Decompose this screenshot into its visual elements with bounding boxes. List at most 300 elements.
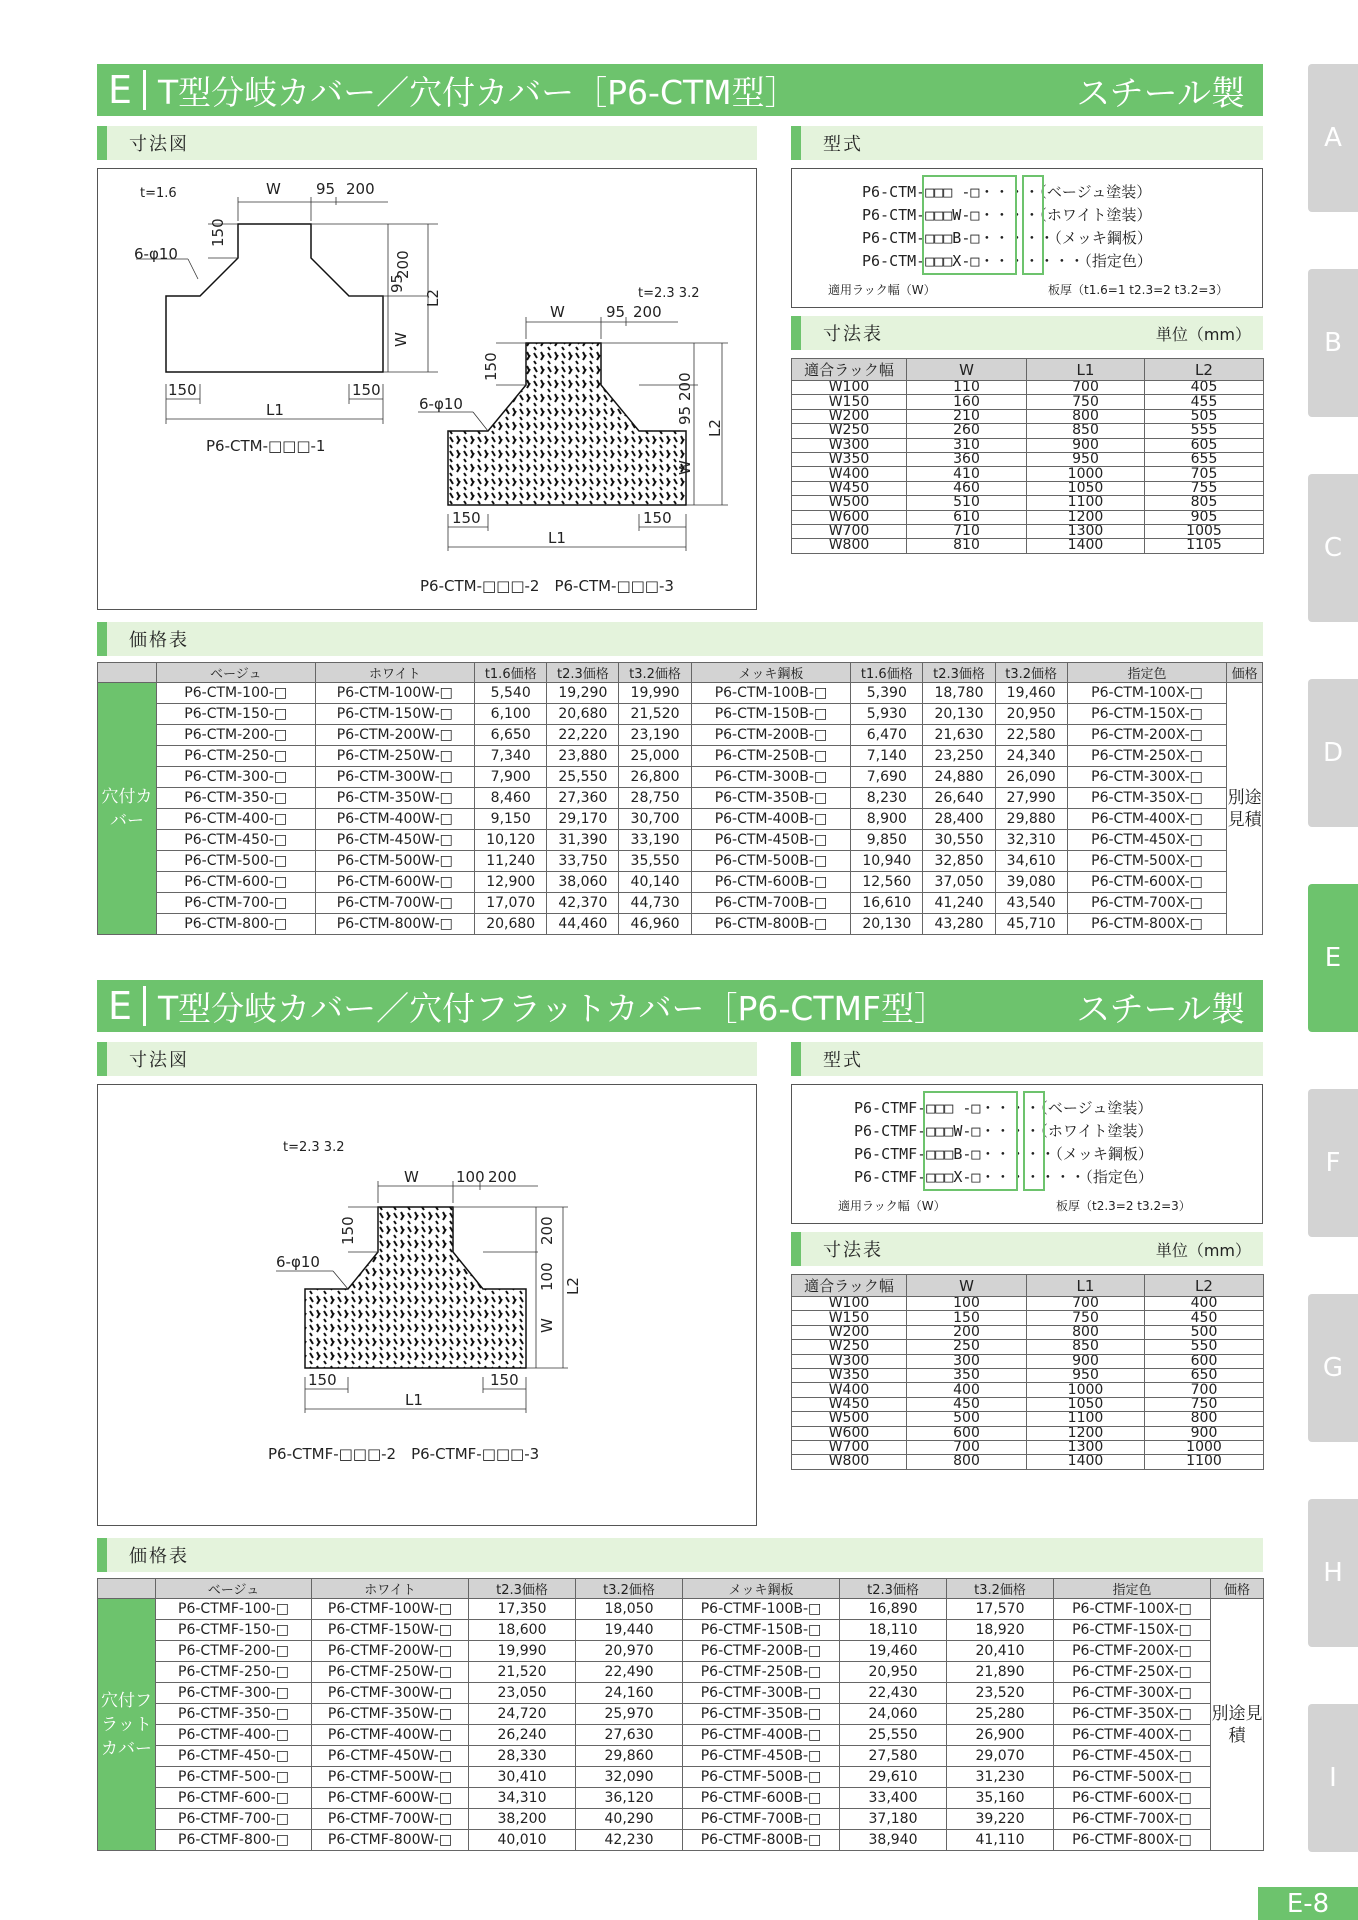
model-line: P6-CTM-□□□W-□・・・・（ホワイト塗装） bbox=[862, 206, 1152, 224]
table-cell: P6-CTM-500X-□ bbox=[1067, 851, 1227, 872]
dimension-diagram bbox=[97, 168, 757, 610]
table-cell: P6-CTMF-300W-□ bbox=[312, 1683, 469, 1704]
table-cell: 22,580 bbox=[995, 725, 1067, 746]
dim-w: W bbox=[538, 1318, 556, 1333]
table-cell: P6-CTM-200-□ bbox=[156, 725, 315, 746]
table-cell: 20,130 bbox=[923, 704, 995, 725]
table-cell: W600 bbox=[792, 1426, 907, 1440]
table-cell: 39,080 bbox=[995, 872, 1067, 893]
model-line: P6-CTMF-□□□B-□・・・・・（メッキ鋼板） bbox=[854, 1145, 1153, 1163]
table-cell: P6-CTM-300X-□ bbox=[1067, 767, 1227, 788]
dim-95: 95 bbox=[606, 303, 626, 321]
subheader-diagram bbox=[97, 126, 757, 160]
table-cell: 38,940 bbox=[840, 1830, 947, 1851]
column-header: L1 bbox=[1027, 1275, 1145, 1297]
table-cell: W100 bbox=[792, 381, 907, 395]
table-cell: 21,890 bbox=[947, 1662, 1054, 1683]
table-cell: 905 bbox=[1145, 510, 1264, 524]
table-cell: 400 bbox=[1145, 1297, 1264, 1311]
table-cell: 24,880 bbox=[923, 767, 995, 788]
tab-i[interactable]: I bbox=[1308, 1704, 1358, 1852]
table-cell: 44,460 bbox=[547, 914, 619, 935]
tab-g[interactable]: G bbox=[1308, 1294, 1358, 1442]
column-header: 適合ラック幅 bbox=[792, 359, 907, 381]
dim-100: 100 bbox=[538, 1262, 556, 1291]
unit-label: 単位（mm） bbox=[1155, 324, 1251, 344]
table-cell: 200 bbox=[907, 1325, 1027, 1339]
table-row bbox=[792, 524, 1264, 538]
model-note-rack: 適用ラック幅（W） bbox=[838, 1199, 946, 1213]
tab-c[interactable]: C bbox=[1308, 474, 1358, 622]
dim-200: 200 bbox=[488, 1168, 517, 1186]
table-cell: P6-CTMF-800X-□ bbox=[1054, 1830, 1211, 1851]
dim-95: 95 bbox=[316, 180, 336, 198]
table-cell: P6-CTMF-800B-□ bbox=[683, 1830, 840, 1851]
dim-150: 150 bbox=[482, 352, 500, 381]
table-cell: P6-CTM-200X-□ bbox=[1067, 725, 1227, 746]
table-cell: 31,230 bbox=[947, 1767, 1054, 1788]
dim-200: 200 bbox=[394, 250, 412, 279]
thickness-label: t=2.3 3.2 bbox=[638, 286, 700, 301]
tab-e[interactable]: E bbox=[1308, 884, 1358, 1032]
table-cell: 900 bbox=[1027, 438, 1145, 452]
table-cell: 8,460 bbox=[475, 788, 547, 809]
table-cell: 23,190 bbox=[619, 725, 691, 746]
dim-150: 150 bbox=[352, 381, 381, 399]
table-cell: 150 bbox=[907, 1311, 1027, 1325]
table-cell: 6,650 bbox=[475, 725, 547, 746]
section-ctm bbox=[97, 64, 1263, 944]
table-cell: P6-CTM-450X-□ bbox=[1067, 830, 1227, 851]
table-row bbox=[792, 467, 1264, 481]
thickness-label: t=2.3 3.2 bbox=[283, 1140, 345, 1155]
table-cell: W400 bbox=[792, 467, 907, 481]
table-row bbox=[792, 1311, 1264, 1325]
table-cell: 260 bbox=[907, 424, 1027, 438]
dim-150: 150 bbox=[490, 1371, 519, 1389]
table-cell: P6-CTMF-250-□ bbox=[156, 1662, 312, 1683]
table-cell: P6-CTMF-100X-□ bbox=[1054, 1599, 1211, 1620]
table-row bbox=[98, 746, 1263, 767]
table-row bbox=[792, 1397, 1264, 1411]
table-cell: P6-CTMF-500W-□ bbox=[312, 1767, 469, 1788]
table-row bbox=[98, 1620, 1264, 1641]
subheader-diagram bbox=[97, 1042, 757, 1076]
table-cell: 9,850 bbox=[851, 830, 923, 851]
table-row bbox=[792, 1440, 1264, 1454]
table-cell: 20,130 bbox=[851, 914, 923, 935]
tab-f[interactable]: F bbox=[1308, 1089, 1358, 1237]
table-cell: 18,110 bbox=[840, 1620, 947, 1641]
table-cell: 810 bbox=[907, 539, 1027, 553]
table-cell: P6-CTM-800-□ bbox=[156, 914, 315, 935]
model-note-rack: 適用ラック幅（W） bbox=[828, 283, 936, 297]
table-cell: P6-CTM-100X-□ bbox=[1067, 683, 1227, 704]
table-cell: 28,750 bbox=[619, 788, 691, 809]
table-cell: P6-CTMF-700B-□ bbox=[683, 1809, 840, 1830]
table-cell: 20,950 bbox=[995, 704, 1067, 725]
table-cell: P6-CTMF-500-□ bbox=[156, 1767, 312, 1788]
table-cell: 41,240 bbox=[923, 893, 995, 914]
table-cell: P6-CTMF-150-□ bbox=[156, 1620, 312, 1641]
dim-150: 150 bbox=[452, 509, 481, 527]
table-cell: P6-CTMF-350-□ bbox=[156, 1704, 312, 1725]
section-title: T型分岐カバー／穴付フラットカバー［P6-CTMF型］ bbox=[158, 988, 947, 1028]
table-cell: 32,090 bbox=[576, 1767, 683, 1788]
table-row bbox=[98, 683, 1263, 704]
column-header: W bbox=[907, 359, 1027, 381]
table-cell: 5,540 bbox=[475, 683, 547, 704]
table-cell: P6-CTMF-600B-□ bbox=[683, 1788, 840, 1809]
unit-label: 単位（mm） bbox=[1155, 1240, 1251, 1260]
column-header: t1.6価格 bbox=[475, 663, 547, 683]
model-code-box bbox=[791, 168, 1263, 308]
dim-150: 150 bbox=[308, 1371, 337, 1389]
table-cell: 21,520 bbox=[619, 704, 691, 725]
thickness-bracket bbox=[1022, 175, 1044, 275]
column-header: 指定色 bbox=[1054, 1579, 1211, 1599]
subheader-title: 型式 bbox=[823, 1050, 863, 1071]
table-cell: 950 bbox=[1027, 452, 1145, 466]
table-cell: 700 bbox=[1027, 1297, 1145, 1311]
table-cell: 6,470 bbox=[851, 725, 923, 746]
table-row bbox=[98, 1725, 1264, 1746]
column-header: t3.2価格 bbox=[947, 1579, 1054, 1599]
column-header: 価格 bbox=[1211, 1579, 1264, 1599]
table-cell: P6-CTM-100-□ bbox=[156, 683, 315, 704]
table-cell: P6-CTMF-350B-□ bbox=[683, 1704, 840, 1725]
table-cell: 43,540 bbox=[995, 893, 1067, 914]
table-cell: 23,880 bbox=[547, 746, 619, 767]
table-cell: 800 bbox=[1027, 409, 1145, 423]
dim-w: W bbox=[550, 303, 565, 321]
figure-caption: P6-CTMF-□□□-2 P6-CTMF-□□□-3 bbox=[268, 1445, 540, 1463]
table-cell: 26,240 bbox=[469, 1725, 576, 1746]
table-cell: 22,220 bbox=[547, 725, 619, 746]
table-cell: 300 bbox=[907, 1354, 1027, 1368]
section-letter: E bbox=[107, 68, 132, 112]
column-header: t2.3価格 bbox=[469, 1579, 576, 1599]
table-cell: P6-CTM-600W-□ bbox=[315, 872, 475, 893]
table-cell: 800 bbox=[1145, 1412, 1264, 1426]
table-cell: 1100 bbox=[1145, 1455, 1264, 1469]
table-cell: P6-CTM-700W-□ bbox=[315, 893, 475, 914]
table-cell: 655 bbox=[1145, 452, 1264, 466]
dim-150: 150 bbox=[339, 1216, 357, 1245]
table-cell: 33,750 bbox=[547, 851, 619, 872]
table-cell: P6-CTM-300W-□ bbox=[315, 767, 475, 788]
table-row bbox=[98, 1767, 1264, 1788]
table-cell: P6-CTMF-150X-□ bbox=[1054, 1620, 1211, 1641]
table-cell: 1400 bbox=[1027, 1455, 1145, 1469]
table-row bbox=[98, 809, 1263, 830]
table-cell: 405 bbox=[1145, 381, 1264, 395]
table-row bbox=[98, 1809, 1264, 1830]
table-cell: P6-CTMF-150B-□ bbox=[683, 1620, 840, 1641]
table-row bbox=[792, 481, 1264, 495]
table-cell: 26,090 bbox=[995, 767, 1067, 788]
table-cell: 24,340 bbox=[995, 746, 1067, 767]
table-cell: 18,920 bbox=[947, 1620, 1054, 1641]
table-cell: 600 bbox=[907, 1426, 1027, 1440]
subheader-dim bbox=[791, 316, 1263, 350]
table-cell: 1050 bbox=[1027, 1397, 1145, 1411]
table-cell: P6-CTM-200W-□ bbox=[315, 725, 475, 746]
table-cell: P6-CTM-800W-□ bbox=[315, 914, 475, 935]
tab-h[interactable]: H bbox=[1308, 1499, 1358, 1647]
table-cell: P6-CTM-150W-□ bbox=[315, 704, 475, 725]
table-cell: 850 bbox=[1027, 424, 1145, 438]
column-header: メッキ鋼板 bbox=[691, 663, 851, 683]
table-cell: 29,070 bbox=[947, 1746, 1054, 1767]
table-cell: P6-CTM-400X-□ bbox=[1067, 809, 1227, 830]
table-cell: 43,280 bbox=[923, 914, 995, 935]
dimension-table bbox=[791, 1274, 1264, 1470]
table-cell: P6-CTMF-100-□ bbox=[156, 1599, 312, 1620]
table-cell: 38,060 bbox=[547, 872, 619, 893]
table-row bbox=[98, 830, 1263, 851]
dimension-diagram bbox=[97, 1084, 757, 1526]
table-cell: 500 bbox=[907, 1412, 1027, 1426]
model-note-thickness: 板厚（t2.3=2 t3.2=3） bbox=[1056, 1199, 1191, 1213]
table-cell: 8,900 bbox=[851, 809, 923, 830]
table-row bbox=[98, 914, 1263, 935]
table-cell: P6-CTMF-500X-□ bbox=[1054, 1767, 1211, 1788]
subheader-price bbox=[97, 1538, 1263, 1572]
table-cell: W600 bbox=[792, 510, 907, 524]
table-cell: 10,120 bbox=[475, 830, 547, 851]
table-cell: 40,290 bbox=[576, 1809, 683, 1830]
dim-w: W bbox=[266, 180, 281, 198]
section-letter: E bbox=[107, 984, 132, 1028]
column-header: t2.3価格 bbox=[547, 663, 619, 683]
table-cell: 850 bbox=[1027, 1340, 1145, 1354]
material-label: スチール製 bbox=[1076, 989, 1245, 1030]
table-row bbox=[98, 1746, 1264, 1767]
table-cell: 900 bbox=[1145, 1426, 1264, 1440]
rack-width-bracket bbox=[923, 1091, 1018, 1191]
table-cell: 12,900 bbox=[475, 872, 547, 893]
table-cell: 36,120 bbox=[576, 1788, 683, 1809]
table-cell: 27,630 bbox=[576, 1725, 683, 1746]
table-cell: 400 bbox=[907, 1383, 1027, 1397]
table-cell: 26,640 bbox=[923, 788, 995, 809]
dim-w: W bbox=[404, 1168, 419, 1186]
table-cell: 7,340 bbox=[475, 746, 547, 767]
table-cell: 29,610 bbox=[840, 1767, 947, 1788]
table-row bbox=[792, 496, 1264, 510]
dim-l1: L1 bbox=[266, 401, 284, 419]
table-cell: W700 bbox=[792, 1440, 907, 1454]
table-row bbox=[792, 424, 1264, 438]
table-cell: P6-CTMF-200W-□ bbox=[312, 1641, 469, 1662]
table-cell: 18,050 bbox=[576, 1599, 683, 1620]
table-row bbox=[792, 539, 1264, 553]
table-cell: 505 bbox=[1145, 409, 1264, 423]
dim-200: 200 bbox=[676, 372, 694, 401]
table-cell: P6-CTM-250B-□ bbox=[691, 746, 851, 767]
table-cell: P6-CTM-100B-□ bbox=[691, 683, 851, 704]
tab-d[interactable]: D bbox=[1308, 679, 1358, 827]
dim-150: 150 bbox=[209, 218, 227, 247]
table-cell: P6-CTM-150B-□ bbox=[691, 704, 851, 725]
table-cell: 37,050 bbox=[923, 872, 995, 893]
table-cell: 22,490 bbox=[576, 1662, 683, 1683]
tab-b[interactable]: B bbox=[1308, 269, 1358, 417]
thickness-bracket bbox=[1023, 1091, 1045, 1191]
table-cell: P6-CTM-450B-□ bbox=[691, 830, 851, 851]
table-cell: 17,350 bbox=[469, 1599, 576, 1620]
table-cell: W450 bbox=[792, 1397, 907, 1411]
table-cell: P6-CTM-350W-□ bbox=[315, 788, 475, 809]
table-cell: 25,280 bbox=[947, 1704, 1054, 1725]
table-cell: 23,050 bbox=[469, 1683, 576, 1704]
subheader-dim bbox=[791, 1232, 1263, 1266]
column-header: W bbox=[907, 1275, 1027, 1297]
table-cell: 7,140 bbox=[851, 746, 923, 767]
table-row bbox=[98, 725, 1263, 746]
table-cell: P6-CTMF-400X-□ bbox=[1054, 1725, 1211, 1746]
table-cell: 34,310 bbox=[469, 1788, 576, 1809]
table-cell: 20,680 bbox=[475, 914, 547, 935]
column-header: L1 bbox=[1027, 359, 1145, 381]
table-cell: P6-CTMF-350W-□ bbox=[312, 1704, 469, 1725]
table-cell: P6-CTM-600-□ bbox=[156, 872, 315, 893]
table-cell: P6-CTMF-450-□ bbox=[156, 1746, 312, 1767]
table-cell: P6-CTM-400W-□ bbox=[315, 809, 475, 830]
table-row bbox=[792, 510, 1264, 524]
table-cell: 46,960 bbox=[619, 914, 691, 935]
table-cell: 160 bbox=[907, 395, 1027, 409]
table-cell: 38,200 bbox=[469, 1809, 576, 1830]
price-table bbox=[97, 662, 1263, 935]
table-cell: W450 bbox=[792, 481, 907, 495]
table-cell: 45,710 bbox=[995, 914, 1067, 935]
table-cell: P6-CTM-350B-□ bbox=[691, 788, 851, 809]
table-cell: 1000 bbox=[1027, 467, 1145, 481]
table-cell: 8,230 bbox=[851, 788, 923, 809]
estimate-note: 別途見積 bbox=[1227, 683, 1263, 935]
table-cell: 41,110 bbox=[947, 1830, 1054, 1851]
section-ctmf bbox=[97, 980, 1263, 1860]
table-cell: 42,230 bbox=[576, 1830, 683, 1851]
column-header: メッキ鋼板 bbox=[683, 1579, 840, 1599]
table-cell: 710 bbox=[907, 524, 1027, 538]
subheader-model bbox=[791, 126, 1263, 160]
table-row bbox=[792, 1426, 1264, 1440]
column-header: 価格 bbox=[1227, 663, 1263, 683]
dim-95: 95 bbox=[676, 405, 694, 425]
table-cell: 29,860 bbox=[576, 1746, 683, 1767]
table-cell: P6-CTMF-600-□ bbox=[156, 1788, 312, 1809]
table-cell: 360 bbox=[907, 452, 1027, 466]
table-cell: 42,370 bbox=[547, 893, 619, 914]
category-label: 穴付カバー bbox=[98, 683, 157, 935]
table-cell: 1300 bbox=[1027, 524, 1145, 538]
table-cell: 16,890 bbox=[840, 1599, 947, 1620]
table-cell: 27,990 bbox=[995, 788, 1067, 809]
table-cell: P6-CTMF-100W-□ bbox=[312, 1599, 469, 1620]
table-cell: P6-CTMF-450W-□ bbox=[312, 1746, 469, 1767]
table-cell: W150 bbox=[792, 395, 907, 409]
table-cell: 29,170 bbox=[547, 809, 619, 830]
table-cell: P6-CTMF-250W-□ bbox=[312, 1662, 469, 1683]
table-row bbox=[792, 381, 1264, 395]
dim-w: W bbox=[392, 332, 410, 347]
table-cell: P6-CTM-450-□ bbox=[156, 830, 315, 851]
table-cell: 16,610 bbox=[851, 893, 923, 914]
table-cell: 700 bbox=[907, 1440, 1027, 1454]
table-cell: 5,390 bbox=[851, 683, 923, 704]
table-cell: 510 bbox=[907, 496, 1027, 510]
table-row bbox=[792, 1383, 1264, 1397]
table-cell: 32,850 bbox=[923, 851, 995, 872]
dim-150: 150 bbox=[168, 381, 197, 399]
table-cell: 35,160 bbox=[947, 1788, 1054, 1809]
table-cell: W700 bbox=[792, 524, 907, 538]
table-row bbox=[98, 704, 1263, 725]
table-cell: W300 bbox=[792, 438, 907, 452]
table-cell: 750 bbox=[1027, 1311, 1145, 1325]
table-cell: 900 bbox=[1027, 1354, 1145, 1368]
subheader-title: 寸法図 bbox=[129, 1050, 189, 1071]
table-cell: P6-CTMF-700-□ bbox=[156, 1809, 312, 1830]
thickness-label: t=1.6 bbox=[140, 186, 177, 201]
table-cell: 26,900 bbox=[947, 1725, 1054, 1746]
table-cell: P6-CTM-250-□ bbox=[156, 746, 315, 767]
table-cell: 23,520 bbox=[947, 1683, 1054, 1704]
table-cell: P6-CTM-400B-□ bbox=[691, 809, 851, 830]
table-cell: P6-CTM-250W-□ bbox=[315, 746, 475, 767]
column-header: t2.3価格 bbox=[840, 1579, 947, 1599]
hole-label: 6-φ10 bbox=[419, 395, 463, 413]
table-cell: 555 bbox=[1145, 424, 1264, 438]
blank-header bbox=[98, 663, 157, 683]
model-line: P6-CTMF-□□□X-□・・・・・・・（指定色） bbox=[854, 1168, 1153, 1186]
table-cell: 1005 bbox=[1145, 524, 1264, 538]
table-cell: 18,780 bbox=[923, 683, 995, 704]
table-cell: P6-CTM-700X-□ bbox=[1067, 893, 1227, 914]
table-cell: P6-CTM-500B-□ bbox=[691, 851, 851, 872]
table-cell: 19,290 bbox=[547, 683, 619, 704]
table-cell: 9,150 bbox=[475, 809, 547, 830]
table-cell: W400 bbox=[792, 1383, 907, 1397]
column-header: ホワイト bbox=[312, 1579, 469, 1599]
column-header: t3.2価格 bbox=[619, 663, 691, 683]
table-cell: 30,700 bbox=[619, 809, 691, 830]
dim-l2: L2 bbox=[424, 289, 442, 307]
table-cell: 30,550 bbox=[923, 830, 995, 851]
table-cell: 22,430 bbox=[840, 1683, 947, 1704]
table-row bbox=[98, 1704, 1264, 1725]
section-header bbox=[97, 980, 1263, 1032]
table-cell: 450 bbox=[1145, 1311, 1264, 1325]
table-row bbox=[98, 767, 1263, 788]
table-cell: W100 bbox=[792, 1297, 907, 1311]
section-title: T型分岐カバー／穴付カバー［P6-CTM型］ bbox=[158, 72, 798, 112]
table-cell: 18,600 bbox=[469, 1620, 576, 1641]
table-cell: 700 bbox=[1145, 1383, 1264, 1397]
table-cell: 19,990 bbox=[619, 683, 691, 704]
table-cell: 17,570 bbox=[947, 1599, 1054, 1620]
table-cell: 21,630 bbox=[923, 725, 995, 746]
table-cell: 44,730 bbox=[619, 893, 691, 914]
table-cell: P6-CTM-150X-□ bbox=[1067, 704, 1227, 725]
table-cell: P6-CTMF-450B-□ bbox=[683, 1746, 840, 1767]
tab-a[interactable]: A bbox=[1308, 64, 1358, 212]
table-cell: 7,690 bbox=[851, 767, 923, 788]
table-cell: 700 bbox=[1027, 381, 1145, 395]
